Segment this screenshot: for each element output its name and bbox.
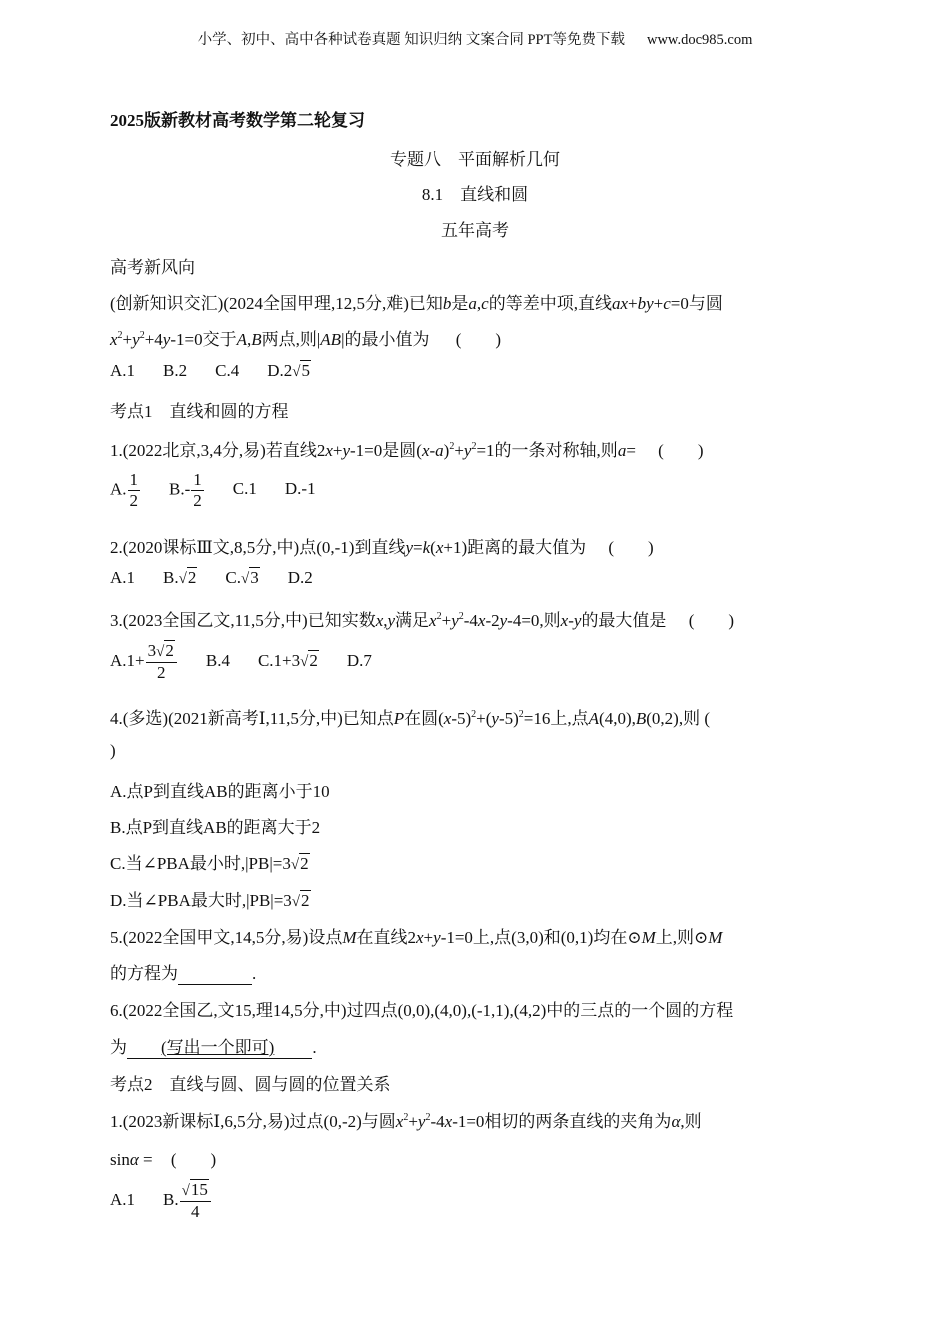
kp1-q1: 1.(2022北京,3,4分,易)若直线2x+y-1=0是圆$(x-a)^2+y^2=1$的一条对称轴,则a= ( ) bbox=[110, 441, 704, 460]
kp1-q4-option-a: A.点P到直线AB的距离小于10 bbox=[110, 782, 330, 801]
option-d: D.2√5 bbox=[267, 361, 310, 380]
intro-question-line2: $x^2+y^2+4y-1=0$交于A,B两点,则|AB|的最小值为 ( ) bbox=[110, 330, 502, 349]
kp2-q1-cont: sinα = ( ) bbox=[110, 1150, 217, 1169]
section-heading: 8.1 直线和圆 bbox=[421, 185, 529, 204]
header-site: www.doc985.com bbox=[646, 32, 753, 48]
kp1-q4-option-b: B.点P到直线AB的距离大于2 bbox=[110, 818, 321, 837]
intro-heading: 高考新风向 bbox=[110, 258, 195, 277]
kp2-q1: 1.(2023新课标Ⅰ,6,5分,易)过点(0,-2)与圆$x^2+y^2-4x-1=0$相切的两条直线的夹角为α,则 bbox=[110, 1112, 702, 1131]
kp1-q6: 6.(2022全国乙,文15,理14,5分,中)过四点(0,0),(4,0),(-1,1),(4,2)中的三点的一个圆的方程 bbox=[110, 1001, 734, 1020]
kp1-q4-option-d: D.当∠PBA最大时,|PB|=3√2 bbox=[110, 891, 310, 910]
kp1-q3: 3.(2023全国乙文,11,5分,中)已知实数x,y满足$x^2+y^2-4x-2y-4=0$,则x-y的最大值是 ( ) bbox=[110, 611, 735, 630]
kp1-q5: 5.(2022全国甲文,14,5分,易)设点M在直线2x+y-1=0上,点(3,0)和(0,1)均在⊙M上,则⊙M bbox=[110, 928, 723, 947]
kp1-q3-options: A.1+ $\frac{3√2}{2}$ B.4 C.1+3√2 D.7 bbox=[110, 641, 372, 682]
doc-title: 2025版新教材高考数学第二轮复习 bbox=[110, 111, 365, 130]
header-text: 小学、初中、高中各种试卷真题 知识归纳 文案合同 PPT等免费下载 bbox=[197, 32, 625, 48]
kp1-q1-options: A. $\frac{1}{2}$ B.- $\frac{1}{2}$ C.1 D.-1 bbox=[110, 470, 316, 510]
option-b: B.2 bbox=[163, 361, 188, 380]
page-header bbox=[0, 28, 950, 49]
option-c: C.4 bbox=[215, 361, 240, 380]
kp1-q4-cont: ) bbox=[110, 741, 116, 760]
topic-heading: 专题八 平面解析几何 bbox=[390, 150, 560, 169]
kp1-q2: 2.(2020课标Ⅲ文,8,5分,中)点(0,-1)到直线y=k(x+1)距离的最大值为 ( ) bbox=[110, 538, 654, 557]
kp1-q6-cont: 为 (写出一个即可) . bbox=[110, 1033, 317, 1059]
kp2-heading: 考点2 直线与圆、圆与圆的位置关系 bbox=[110, 1075, 391, 1094]
kp1-q5-cont: 的方程为 . bbox=[110, 964, 257, 983]
kp1-heading: 考点1 直线和圆的方程 bbox=[110, 402, 289, 421]
kp1-q4-option-c: C.当∠PBA最小时,|PB|=3√2 bbox=[110, 854, 309, 873]
kp2-q1-options: A.1 B. $\frac{√15}{4}$ bbox=[110, 1180, 240, 1222]
intro-question-line1: (创新知识交汇)(2024全国甲理,12,5分,难)已知b是a,c的等差中项,直线ax+by+c=0与圆 bbox=[110, 294, 723, 313]
option-a: A.1 bbox=[110, 361, 136, 380]
kp1-q2-options: A.1 B.√2 C.√3 D.2 bbox=[110, 568, 313, 587]
intro-options bbox=[110, 361, 339, 381]
answer-paren: ( ) bbox=[455, 330, 502, 349]
kp1-q4: 4.(多选)(2021新高考Ⅰ,11,5分,中)已知点P在圆$(x-5)^2+(y-5)^2=16$上,点A(4,0),B(0,2),则 ( bbox=[110, 709, 710, 728]
part-heading: 五年高考 bbox=[441, 221, 509, 240]
